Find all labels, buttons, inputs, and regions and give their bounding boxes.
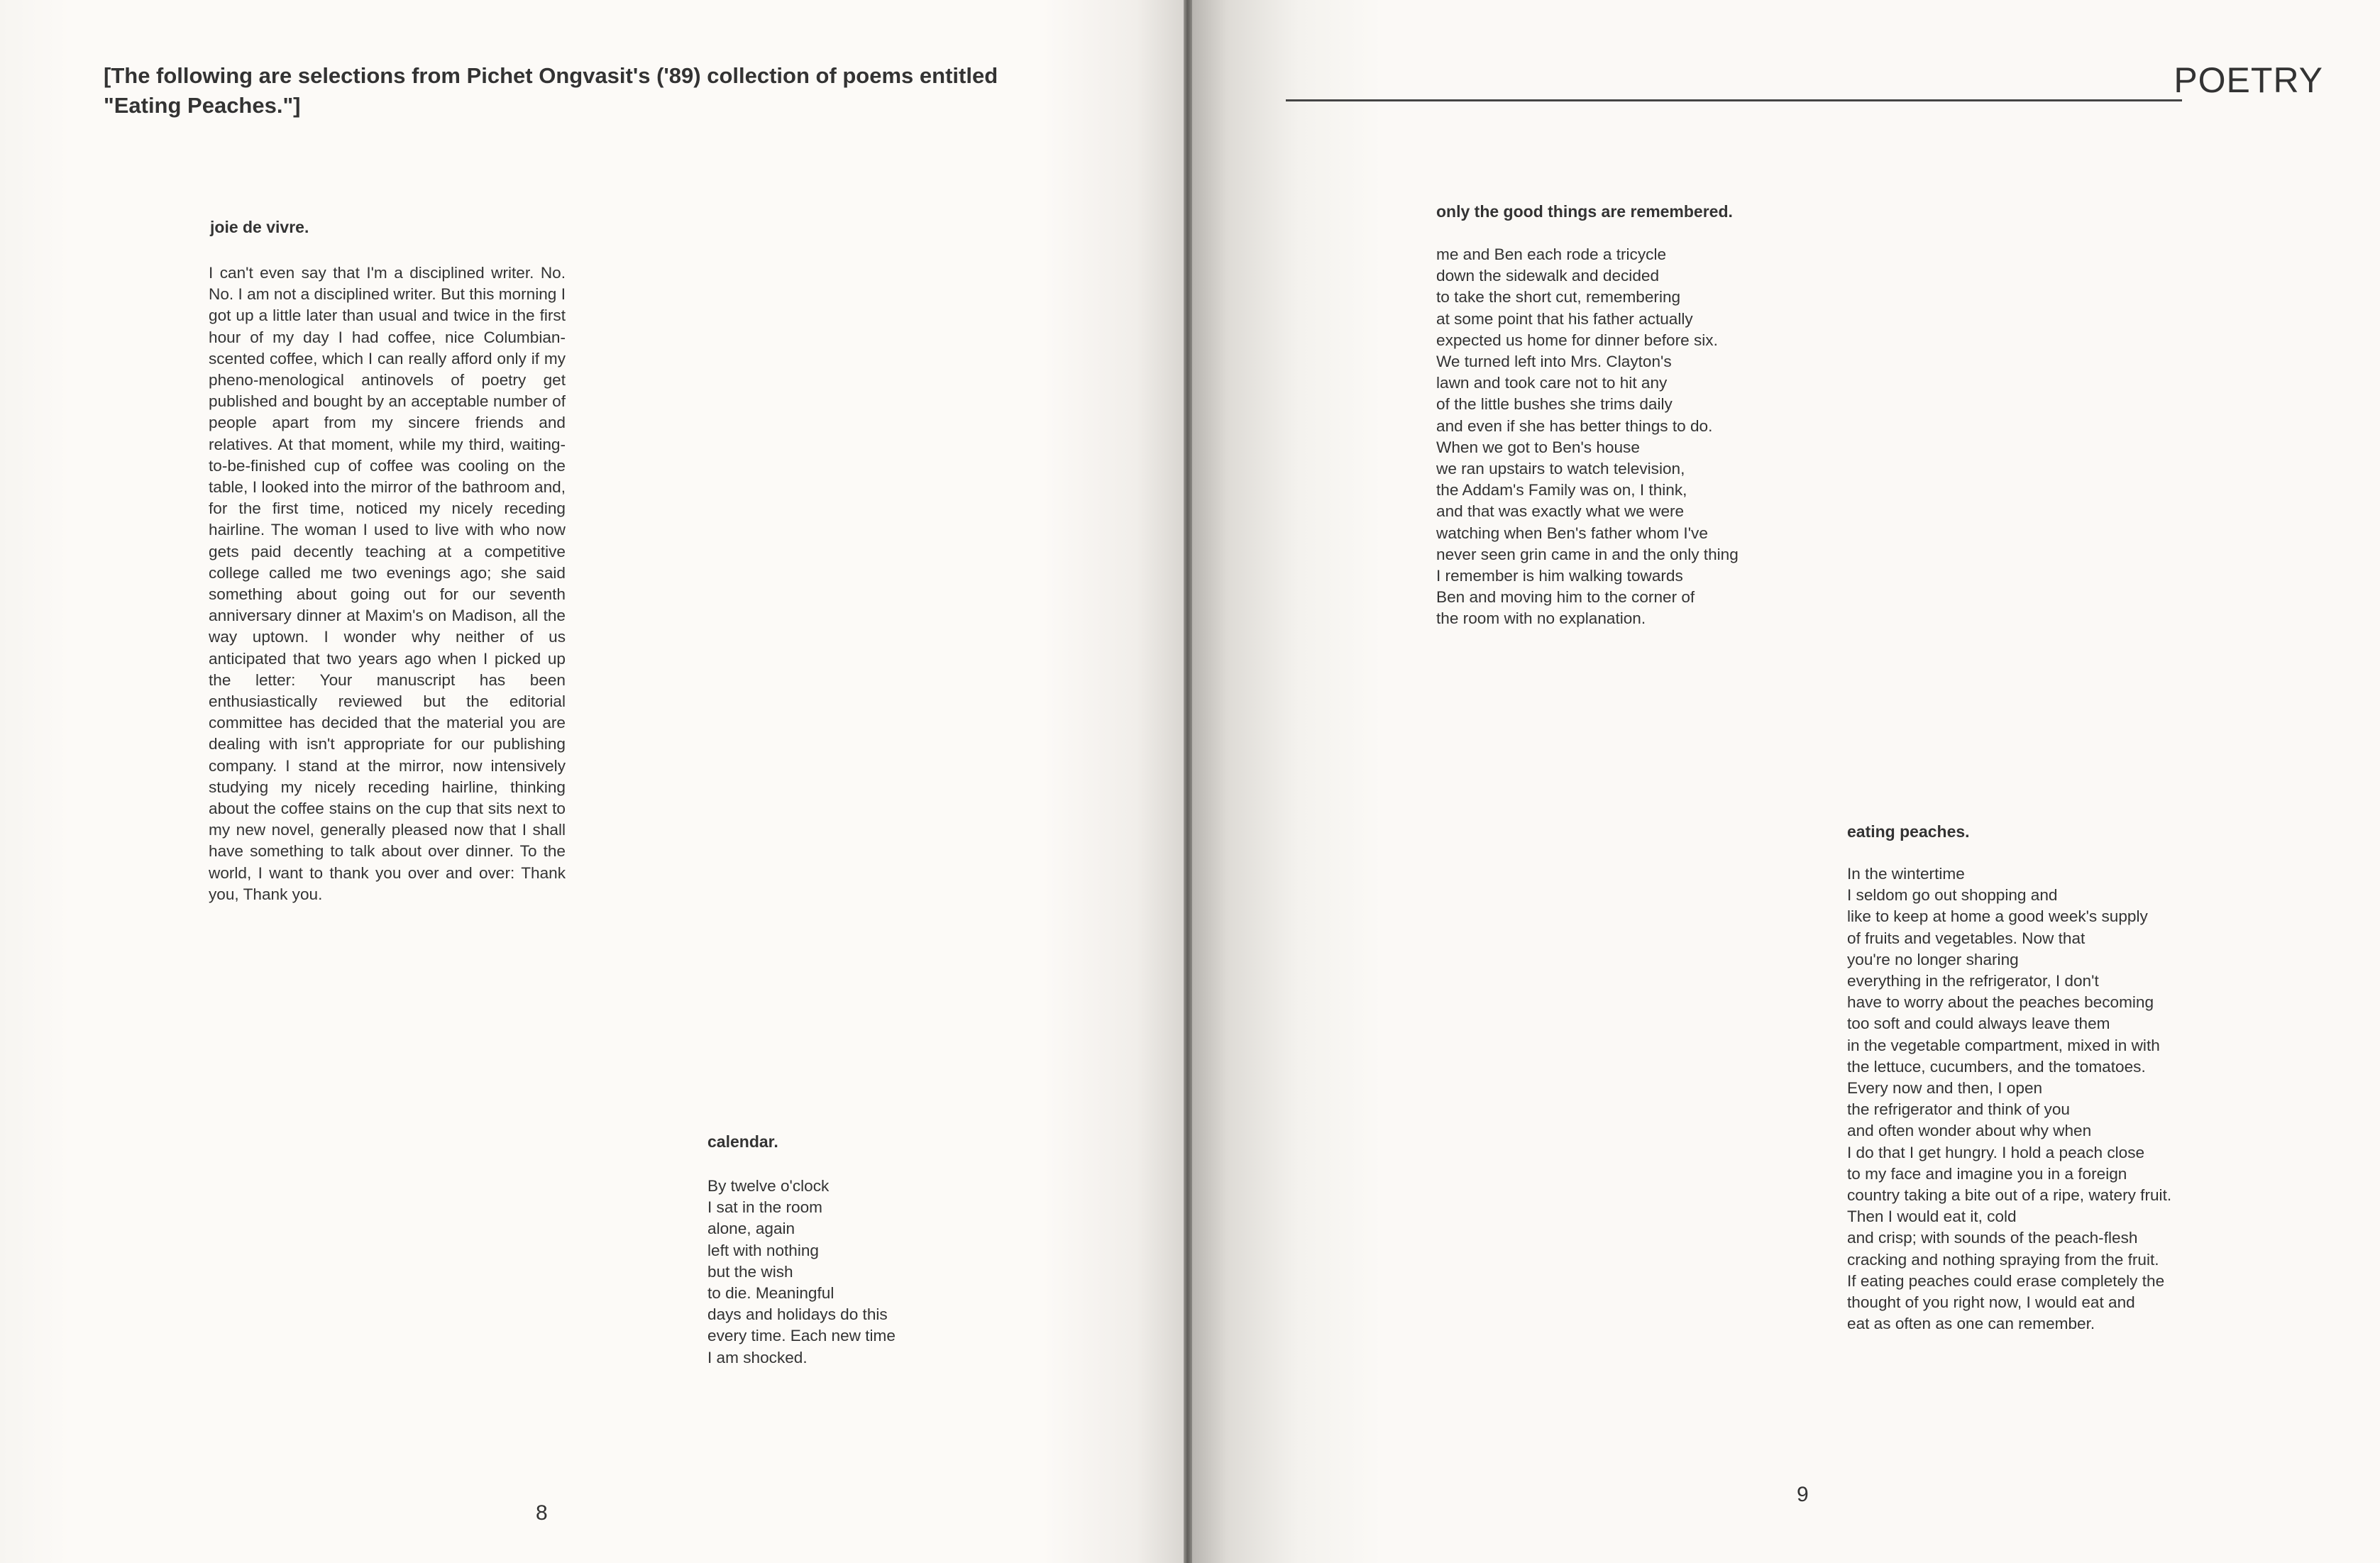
verse-line: Then I would eat it, cold (1847, 1208, 2017, 1226)
verse-line: but the wish (707, 1262, 793, 1281)
section-header-rule (1286, 99, 2182, 101)
verse-line: country taking a bite out of a ripe, watery fruit. (1847, 1186, 2172, 1205)
verse-line: like to keep at home a good week's supply (1847, 907, 2148, 926)
verse-line: to die. Meaningful (707, 1284, 834, 1303)
verse-line: to my face and imagine you in a foreign (1847, 1164, 2127, 1183)
verse-line: and even if she has better things to do. (1436, 416, 1713, 435)
verse-line: of the little bushes she trims daily (1436, 395, 1673, 414)
verse-line: days and holidays do this (707, 1305, 888, 1324)
verse-line: the room with no explanation. (1436, 609, 1646, 628)
poem-title-joie-de-vivre: joie de vivre. (210, 218, 309, 236)
book-gutter (1184, 0, 1192, 1563)
verse-line: you're no longer sharing (1847, 950, 2019, 968)
collection-header-note: [The following are selections from Pichet Ongvasit's ('89) collection of poems entitled "Eating Peaches."] (104, 63, 998, 118)
verse-line: cracking and nothing spraying from the fruit. (1847, 1250, 2159, 1269)
verse-line: I sat in the room (707, 1198, 822, 1217)
verse-line: If eating peaches could erase completely the (1847, 1271, 2165, 1290)
verse-line: In the wintertime (1847, 865, 1965, 883)
verse-line: I remember is him walking towards (1436, 567, 1683, 585)
verse-line: down the sidewalk and decided (1436, 267, 1660, 285)
verse-line: every time. Each new time (707, 1327, 896, 1345)
verse-line: never seen grin came in and the only thing (1436, 545, 1739, 563)
verse-line: have to worry about the peaches becoming (1847, 993, 2154, 1012)
verse-line: and that was exactly what we were (1436, 502, 1685, 521)
poem-body-only-the-good-things (1436, 244, 1739, 630)
verse-line: the refrigerator and think of you (1847, 1100, 2070, 1119)
verse-line: I do that I get hungry. I hold a peach close (1847, 1143, 2145, 1161)
right-page (1192, 0, 2380, 1563)
verse-line: watching when Ben's father whom I've (1436, 524, 1708, 542)
verse-line: We turned left into Mrs. Clayton's (1436, 353, 1672, 371)
poem-title-calendar: calendar. (707, 1132, 778, 1151)
verse-line: eat as often as one can remember. (1847, 1315, 2095, 1333)
verse-line: of fruits and vegetables. Now that (1847, 929, 2086, 947)
verse-line: the Addam's Family was on, I think, (1436, 481, 1687, 499)
poem-body-joie-de-vivre: I can't even say that I'm a disciplined writer. No. No. I am not a disciplined writer. But this morning I got up a little later than usual and twice in the first hour of my day I had coffee, nice Columbian-scented coffee, which I can really afford only if my pheno-menological antinovels of poetry get published and bought by an acceptable number of people apart from my sincere friends and relatives. At that moment, while my third, waiting-to-be-finished cup of coffee was cooling on the table, I looked into the mirror of the bathroom and, for the first time, noticed my nicely receding hairline. The woman I used to live with who now gets paid decently teaching at a competitive college called me two evenings ago; she said something about going out for our seventh anniversary dinner at Maxim's on Madison, all the way uptown. I wonder why neither of us anticipated that two years ago when I picked up the letter: Your manuscript has been enthusiastically reviewed but the editorial committee has decided that the material you are dealing with isn't appropriate for our publishing company. I stand at the mirror, now intensively studying my nicely receding hairline, thinking about the coffee stains on the cup that sits next to my new novel, generally pleased now that I shall have something to talk about over dinner. To the world, I want to thank you over and over: Thank you, Thank you. (209, 264, 566, 903)
verse-line: and often wonder about why when (1847, 1122, 2092, 1140)
verse-line: I am shocked. (707, 1348, 808, 1366)
verse-line: in the vegetable compartment, mixed in with (1847, 1036, 2160, 1054)
poem-title-eating-peaches: eating peaches. (1847, 822, 1970, 841)
left-page (0, 0, 1184, 1563)
verse-line: When we got to Ben's house (1436, 438, 1640, 456)
verse-line: we ran upstairs to watch television, (1436, 460, 1685, 478)
poem-body-calendar (707, 1176, 896, 1369)
verse-line: Ben and moving him to the corner of (1436, 588, 1695, 607)
verse-line: By twelve o'clock (707, 1177, 830, 1195)
page-number-right: 9 (1797, 1483, 1809, 1506)
verse-line: the lettuce, cucumbers, and the tomatoes. (1847, 1057, 2146, 1076)
verse-line: thought of you right now, I would eat and (1847, 1293, 2135, 1312)
poem-body-eating-peaches (1847, 863, 2171, 1335)
verse-line: too soft and could always leave them (1847, 1015, 2110, 1033)
verse-line: to take the short cut, remembering (1436, 288, 1681, 306)
poem-title-only-the-good-things: only the good things are remembered. (1436, 202, 1733, 221)
section-label: POETRY (2174, 60, 2323, 100)
page-number-left: 8 (536, 1501, 548, 1525)
verse-line: me and Ben each rode a tricycle (1436, 245, 1667, 263)
verse-line: and crisp; with sounds of the peach-flesh (1847, 1229, 2138, 1247)
verse-line: left with nothing (707, 1241, 819, 1259)
verse-line: at some point that his father actually (1436, 309, 1693, 328)
verse-line: lawn and took care not to hit any (1436, 374, 1668, 392)
verse-line: expected us home for dinner before six. (1436, 331, 1718, 349)
verse-line: Every now and then, I open (1847, 1079, 2043, 1098)
verse-line: I seldom go out shopping and (1847, 886, 2058, 905)
verse-line: everything in the refrigerator, I don't (1847, 972, 2099, 990)
verse-line: alone, again (707, 1220, 795, 1238)
